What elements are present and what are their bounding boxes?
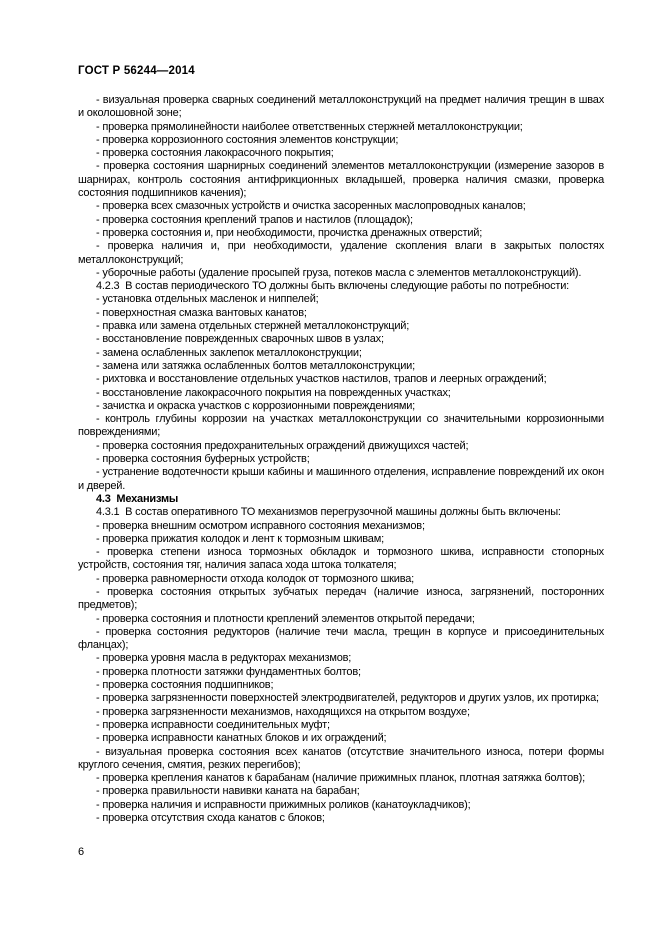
document-code-header: ГОСТ Р 56244—2014 <box>78 65 195 77</box>
list-item: - проверка правильности навивки каната на барабан; <box>96 785 360 798</box>
list-item: - проверка степени износа тормозных обкладок и тормозного шкива, исправности стопорных устройств, состояния тяг, наличия запаса хода штока толкателя; <box>78 546 604 572</box>
list-item: - рихтовка и восстановление отдельных участков настилов, трапов и леерных ограждений; <box>96 373 547 386</box>
list-item: - замена ослабленных заклепок металлоконструкции; <box>96 346 362 359</box>
list-item: - восстановление поврежденных сварочных швов в узлах; <box>96 333 384 346</box>
list-item: - зачистка и окраска участков с коррозионными повреждениями; <box>96 399 416 412</box>
list-item: - проверка загрязненности поверхностей электродвигателей, редукторов и других узлов, их протирка; <box>96 692 599 705</box>
list-item: - восстановление лакокрасочного покрытия на поврежденных участках; <box>96 386 451 399</box>
list-item: - проверка состояния редукторов (наличие течи масла, трещин в корпусе и присоединительных фланцах); <box>78 625 604 652</box>
paragraph: 4.2.3 В состав периодического ТО должны быть включены следующие работы по потребности: <box>96 280 570 293</box>
list-item: - проверка уровня масла в редукторах механизмов; <box>96 652 352 665</box>
list-item: - проверка исправности канатных блоков и их ограждений; <box>96 732 387 745</box>
list-item: - проверка прямолинейности наиболее ответственных стержней металлоконструкции; <box>96 120 523 133</box>
list-item: - поверхностная смазка вантовых канатов; <box>96 306 307 319</box>
document-body <box>78 94 604 825</box>
list-item: - проверка наличия и, при необходимости, удаление скопления влаги в закрытых полостях металлоконструкций; <box>78 240 604 266</box>
list-item: - проверка состояния открытых зубчатых передач (наличие износа, загрязнений, посторонних предметов); <box>78 585 604 612</box>
list-item: - визуальная проверка сварных соединений металлоконструкций на предмет наличия трещин в швах и околошовной зоне; <box>78 94 604 120</box>
list-item: - проверка прижатия колодок и лент к тормозным шкивам; <box>96 532 384 545</box>
list-item: - уборочные работы (удаление просыпей груза, потеков масла с элементов металлоконструкций). <box>96 266 582 279</box>
list-item: - замена или затяжка ослабленных болтов металлоконструкции; <box>96 359 415 372</box>
list-item: - визуальная проверка состояния всех канатов (отсутствие значительного износа, потери формы круглого сечения, смятия, резких перегибов); <box>78 745 604 771</box>
list-item: - проверка отсутствия схода канатов с блоков; <box>96 812 325 825</box>
list-item: - проверка состояния подшипников; <box>96 679 274 692</box>
section-heading: 4.3 Механизмы <box>96 492 179 505</box>
list-item: - проверка исправности соединительных муфт; <box>96 718 330 731</box>
list-item: - правка или замена отдельных стержней металлоконструкций; <box>96 320 410 333</box>
list-item: - проверка наличия и исправности прижимных роликов (канатоукладчиков); <box>96 798 471 811</box>
list-item: - установка отдельных масленок и ниппелей; <box>96 293 319 306</box>
list-item: - проверка внешним осмотром исправного состояния механизмов; <box>96 519 425 532</box>
list-item: - проверка загрязненности механизмов, находящихся на открытом воздухе; <box>96 705 470 718</box>
list-item: - проверка крепления канатов к барабанам (наличие прижимных планок, плотная затяжка болтов); <box>96 772 585 785</box>
list-item: - проверка состояния лакокрасочного покрытия; <box>96 147 334 160</box>
paragraph: 4.3.1 В состав оперативного ТО механизмов перегрузочной машины должны быть включены: <box>96 506 561 519</box>
list-item: - проверка всех смазочных устройств и очистка засоренных маслопроводных каналов; <box>96 200 526 213</box>
list-item: - проверка состояния предохранительных ограждений движущихся частей; <box>96 439 469 452</box>
list-item: - проверка плотности затяжки фундаментных болтов; <box>96 665 361 678</box>
list-item: - проверка состояния буферных устройств; <box>96 453 310 466</box>
list-item: - контроль глубины коррозии на участках металлоконструкции со значительными коррозионными повреждениями; <box>78 413 604 439</box>
list-item: - проверка состояния шарнирных соединений элементов металлоконструкции (измерение зазоров в шарнирах, контроль состояния антифрикционных вкладышей, проверка наличия смазки, проверка состояния подшипников качения); <box>78 160 604 200</box>
list-item: - проверка состояния и, при необходимости, прочистка дренажных отверстий; <box>96 226 483 239</box>
list-item: - проверка состояния креплений трапов и настилов (площадок); <box>96 213 413 226</box>
list-item: - проверка коррозионного состояния элементов конструкции; <box>96 133 399 146</box>
page-number: 6 <box>78 846 85 858</box>
list-item: - проверка состояния и плотности креплений элементов открытой передачи; <box>96 612 475 625</box>
list-item: - устранение водотечности крыши кабины и машинного отделения, исправление повреждений их окон и дверей. <box>78 466 604 492</box>
list-item: - проверка равномерности отхода колодок от тормозного шкива; <box>96 572 415 585</box>
